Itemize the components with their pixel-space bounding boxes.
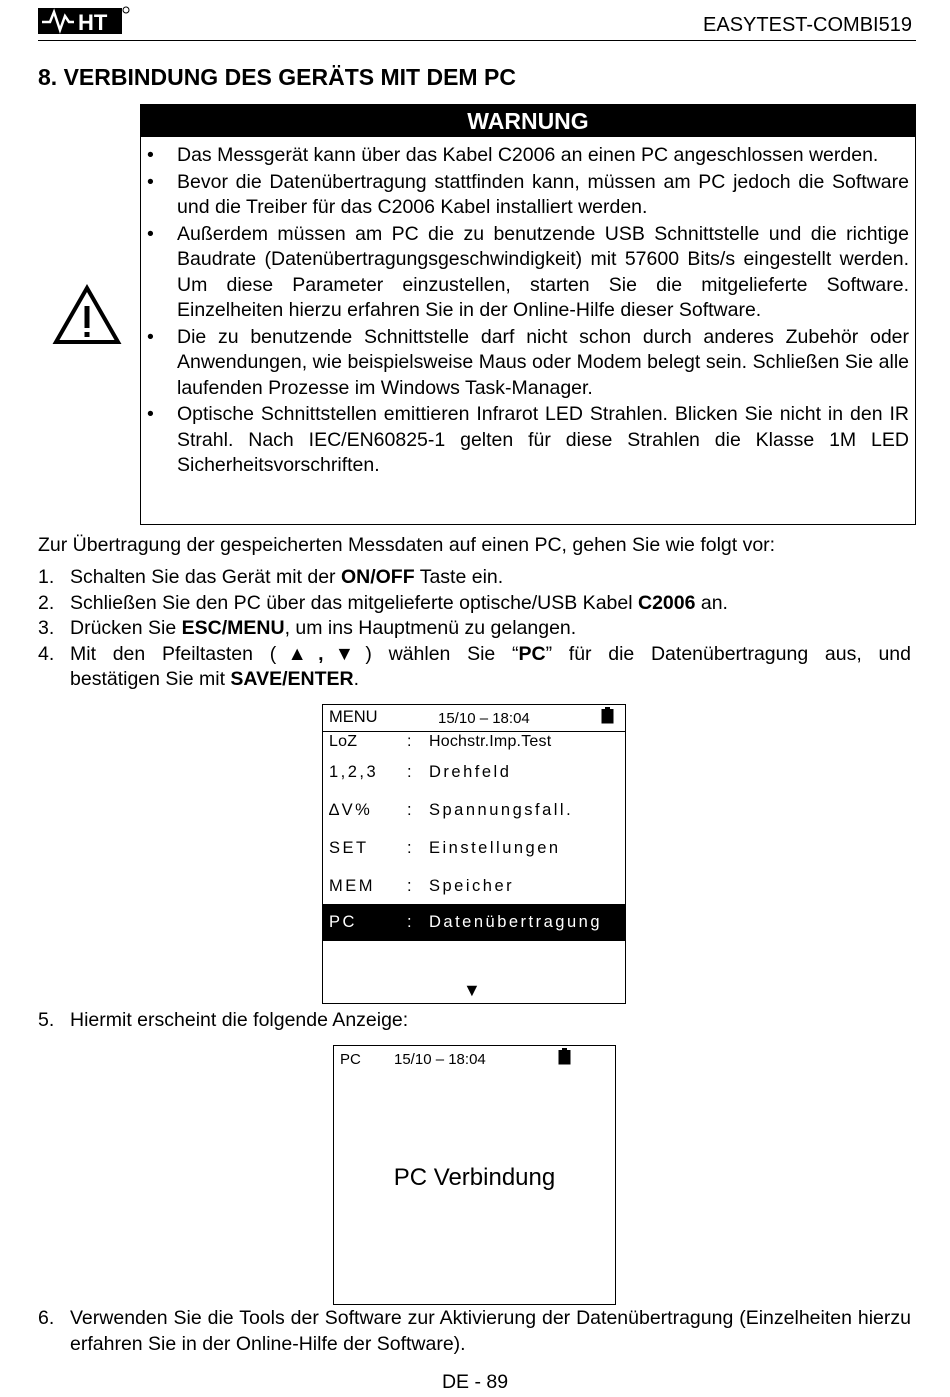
bullet: • [147, 222, 154, 245]
step-text: , um ins Hauptmenü zu gelangen. [284, 617, 577, 639]
step-number: 3. [38, 617, 55, 639]
step-number: 4. [38, 642, 55, 665]
bullet: • [147, 144, 154, 166]
battery-icon [558, 1048, 571, 1065]
menu-item-separator: : [407, 801, 415, 819]
arrow-keys-icon: ▲,▼ [276, 642, 366, 665]
menu-item-value: Spannungsfall. [429, 801, 574, 819]
warning-item [141, 402, 909, 479]
menu-item-separator: : [407, 763, 415, 781]
step-number: 6. [38, 1307, 55, 1329]
warning-list [141, 137, 915, 524]
menu-item-value: Speicher [429, 877, 515, 895]
warning-item-text: Das Messgerät kann über das Kabel C2006 an einen PC angeschlossen werden. [177, 144, 879, 166]
warning-heading: WARNUNG [141, 105, 915, 137]
step-text: . [353, 668, 360, 690]
step-item [38, 565, 911, 591]
bullet: • [147, 403, 154, 425]
header-divider [38, 40, 916, 41]
step-item [38, 1306, 911, 1357]
step-item [38, 642, 911, 693]
steps-list [38, 1306, 911, 1357]
warning-item [141, 143, 909, 169]
warning-box [140, 104, 916, 525]
step-item [38, 616, 911, 642]
warning-item [141, 222, 909, 324]
menu-item-key: MEM [329, 877, 375, 895]
step-text: Verwenden Sie die Tools der Software zur Aktivierung der Datenübertragung (Einzelheiten hierzu erfahren Sie in der Online-Hilfe der Software). [70, 1307, 911, 1355]
step-number: 2. [38, 591, 55, 614]
step-text: Hiermit erscheint die folgende Anzeige: [70, 1009, 409, 1031]
menu-item-spannungsfall[interactable] [323, 793, 625, 829]
menu-item-key: SET [329, 839, 369, 857]
menu-item-einstellungen[interactable] [323, 831, 625, 867]
battery-icon [601, 707, 614, 724]
screen-datetime: 15/10 – 18:04 [394, 1051, 486, 1068]
menu-item-speicher[interactable] [323, 869, 625, 905]
pc-screen [333, 1045, 616, 1305]
section-title: 8. VERBINDUNG DES GERÄTS MIT DEM PC [38, 64, 516, 90]
warning-item [141, 170, 909, 221]
step-text: Drücken Sie [70, 617, 182, 639]
bullet: • [147, 325, 154, 348]
step-key-label: PC [518, 642, 546, 665]
step-text: ) wählen Sie “ [365, 642, 519, 665]
screen-datetime: 15/10 – 18:04 [438, 710, 530, 727]
menu-item-value: Datenübertragung [429, 913, 603, 931]
menu-item-key: PC [329, 913, 357, 931]
document-id: EASYTEST-COMBI519 [703, 14, 912, 36]
step-item [38, 1009, 408, 1032]
logo-text: HT [78, 10, 108, 35]
warning-triangle-icon [52, 284, 122, 346]
step-number: 5. [38, 1009, 55, 1031]
step-text: an. [695, 591, 728, 614]
ht-logo [38, 2, 130, 36]
menu-item-separator: : [407, 877, 415, 895]
step-text: Schließen Sie den PC über das mitgelieferte optische/USB Kabel [70, 591, 638, 614]
menu-screen [322, 704, 626, 1004]
step-text: ” für die Datenübertragung aus, und [545, 642, 911, 665]
menu-item-drehfeld[interactable] [323, 755, 625, 791]
warning-item [141, 325, 909, 402]
menu-item-key: ∆V% [329, 801, 373, 819]
step-text: Schalten Sie das Gerät mit der [70, 566, 341, 588]
menu-item-key: LoZ [329, 733, 358, 750]
steps-list [38, 565, 911, 693]
menu-item-value: Einstellungen [429, 839, 561, 857]
step-key-label: ON/OFF [340, 566, 415, 588]
step-key-label: C2006 [637, 591, 696, 614]
screen-title: PC [340, 1051, 361, 1068]
pc-connection-message: PC Verbindung [393, 1164, 556, 1191]
menu-item-separator: : [407, 839, 415, 857]
warning-item-text: Optische Schnittstellen emittieren Infrarot LED Strahlen. Blicken Sie nicht in den IR Strahl. Nach IEC/EN60825-1 gelten für diese Strahlen die Klasse 1M LED Sicherheitsvorschriften. [177, 403, 909, 476]
menu-item-value: Hochstr.Imp.Test [429, 733, 552, 750]
warning-item-text: Außerdem müssen am PC die zu benutzende USB Schnittstelle und die richtige Baudrate (Datenübertragungsgeschwindigkeit) mit 57600 Bits/s eingestellt werden. Um diese Parameter einzustellen, starten Sie die mitgelieferte Software. Einzelheiten hierzu erfahren Sie in der Online-Hilfe dieser Software. [177, 222, 909, 321]
warning-item-text: Die zu benutzende Schnittstelle darf nicht schon durch anderes Zubehör oder Anwendungen, wie beispielsweise Maus oder Modem belegt sein. Schließen Sie alle laufenden Prozesse im Windows Task-Manager. [177, 325, 909, 399]
step-text: Taste ein. [414, 566, 504, 588]
step-item [38, 591, 911, 617]
step-number: 1. [38, 566, 55, 588]
menu-item-key: 1,2,3 [329, 763, 379, 781]
intro-text: Zur Übertragung der gespeicherten Messdaten auf einen PC, gehen Sie wie folgt vor: [38, 534, 776, 556]
screen-header [323, 705, 625, 732]
menu-item-pc-selected[interactable] [323, 904, 625, 941]
menu-item-separator: : [407, 733, 412, 750]
menu-item-separator: : [407, 913, 415, 931]
warning-item-text: Bevor die Datenübertragung stattfinden kann, müssen am PC jedoch die Software und die Treiber für das C2006 Kabel installiert werden. [177, 170, 909, 218]
step-text: Mit den Pfeiltasten ( [70, 642, 277, 665]
step-key-label: ESC/MENU [181, 617, 285, 639]
page-number: DE - 89 [441, 1371, 509, 1393]
step-text: bestätigen Sie mit [70, 668, 231, 690]
screen-title: MENU [329, 708, 378, 726]
bullet: • [147, 170, 154, 193]
scroll-down-icon: ▼ [463, 980, 481, 1000]
menu-item-value: Drehfeld [429, 763, 512, 781]
step-key-label: SAVE/ENTER [230, 668, 354, 690]
